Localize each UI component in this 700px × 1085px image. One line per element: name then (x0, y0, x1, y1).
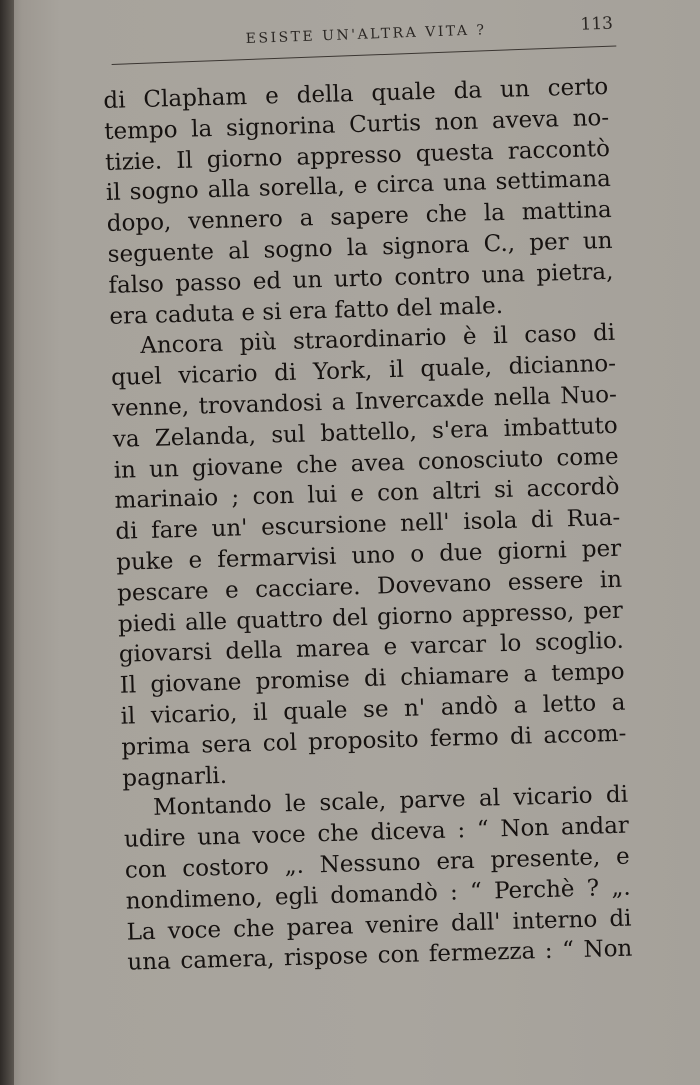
book-gutter-shadow (0, 0, 14, 1085)
text-line: prima sera col proposito fermo di accom- (121, 720, 627, 761)
text-line: una camera, rispose con fermezza : “ Non (127, 935, 633, 976)
text-line: marinaio ; con lui e con altri si accordò (114, 474, 620, 515)
text-line: falso passo ed un urto contro una pietra, (108, 258, 614, 299)
text-line: nondimeno, egli domandò : “ Perchè ? „. (125, 874, 631, 915)
page-header (110, 1, 632, 80)
header-rule (112, 45, 617, 65)
text-line: tempo la signorina Curtis non aveva no- (103, 104, 610, 145)
text-line: Ancora più straordinario è il caso di (139, 320, 616, 360)
text-line: quel vicario di York, il quale, dicianno- (110, 350, 617, 392)
text-line: di fare un' escursione nell' isola di Rua- (115, 504, 621, 545)
text-line: piedi alle quattro del giorno appresso, per (117, 597, 624, 638)
text-line: in un giovane che avea conosciuto come (113, 443, 619, 484)
text-line: giovarsi della marea e varcar lo scoglio. (118, 628, 625, 669)
text-line: il vicario, il quale se n' andò a letto a (120, 689, 626, 730)
text-line: Montando le scale, parve al vicario di (152, 781, 629, 822)
text-line: il sogno alla sorella, e circa una settimana (105, 166, 612, 207)
text-line: seguente al sogno la signora C., per un (107, 227, 613, 268)
text-line: puke e fermarvisi uno o due giorni per (115, 535, 622, 576)
text-line: era caduta e si era fatto del male. (109, 292, 504, 330)
text-line: di Clapham e della quale da un certo (103, 73, 609, 114)
text-line: La voce che parea venire dall' interno di (126, 905, 632, 946)
text-line: va Zelanda, sul battello, s'era imbattuto (112, 412, 619, 453)
text-line: udire una voce che diceva : “ Non andar (123, 812, 630, 853)
text-line: Il giovane promise di chiamare a tempo (119, 658, 625, 699)
text-line: tizie. Il giorno appresso questa raccontò (104, 135, 611, 176)
text-line: con costoro „. Nessuno era presente, e (124, 843, 631, 884)
page-number: 113 (580, 13, 614, 35)
text-line: dopo, vennero a sapere che la mattina (106, 197, 613, 238)
body-text (103, 72, 633, 979)
text-line: pescare e cacciare. Dovevano essere in (116, 566, 623, 607)
running-title: ESISTE UN'ALTRA VITA ? (245, 22, 487, 48)
text-line: pagnarli. (121, 762, 228, 792)
text-line: venne, trovandosi a Invercaxde nella Nuo- (111, 381, 618, 422)
